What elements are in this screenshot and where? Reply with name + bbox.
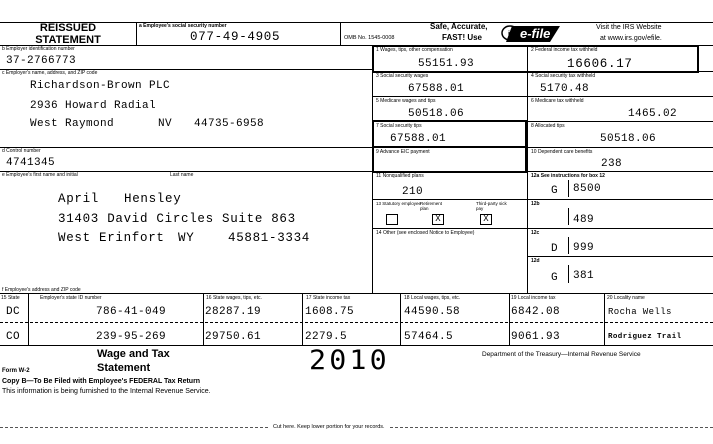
box12a-label: 12a See instructions for box 12 [531,173,605,179]
form-w2-label: Form W-2 [2,368,30,374]
box12c-code: D [551,243,559,255]
box12a-amount: 8500 [573,183,602,195]
irs-visit-text: Visit the IRS Website [596,24,662,31]
box12c-amount: 999 [573,242,595,254]
omb-number: OMB No. 1545-0008 [344,35,395,41]
employee-last-name: Hensley [124,192,182,206]
state-code: CO [6,331,21,343]
state-id: 786-41-049 [96,306,167,318]
employee-address-label: f Employee's address and ZIP code [2,287,81,293]
svg-text:irs: irs [508,31,517,38]
box10-label: 10 Dependent care benefits [531,149,593,155]
statutory-employee-checkbox[interactable] [386,214,398,225]
box16-header: 16 State wages, tips, etc. [206,295,262,301]
box4-label: 4 Social security tax withheld [531,73,596,79]
box14-label: 14 Other (see enclosed Notice to Employee) [376,230,475,236]
box12c-label: 12c [531,230,540,236]
box6-label: 6 Medicare tax withheld [531,98,584,104]
employee-city: West Erinfort [58,231,165,245]
box12b-amount: 489 [573,214,595,226]
state-id: 239-95-269 [96,331,167,343]
box4-value: 5170.48 [540,83,590,95]
state-code: DC [6,306,21,318]
employer-state: NV [158,118,173,130]
employee-first-label: e Employee's first name and initial [2,172,78,178]
employer-name: Richardson-Brown PLC [30,80,171,92]
box17-header: 17 State income tax [306,295,351,301]
box5-label: 5 Medicare wages and tips [376,98,436,104]
ssn-value: 077-49-4905 [190,30,281,44]
employee-state: WY [178,231,195,245]
box12d-amount: 381 [573,270,595,282]
ein-value: 37-2766773 [6,55,77,67]
employee-address: 31403 David Circles Suite 863 [58,212,296,226]
box13-label [376,201,421,206]
box11-label: 11 Nonqualified plans [376,173,424,179]
box13-statutory-label: 13 Statutory employee [376,201,422,206]
employer-name-label: c Employer's name, address, and ZIP code [2,70,98,76]
locality-name: Rodriguez Trail [608,333,682,341]
efile-logo [500,23,562,44]
state-tax: 2279.5 [305,331,348,343]
safe-accurate-text: Safe, Accurate, [430,22,488,31]
efile-logo-graphic [500,23,562,44]
employer-city: West Raymond [30,118,115,130]
fast-use-text: FAST! Use [442,33,483,42]
state-wages: 29750.61 [205,331,262,343]
employee-zip: 45881-3334 [228,231,311,245]
box13-thirdparty-label: Third-party sick pay [476,201,507,211]
box13-retirement-label: Retirement plan [420,201,443,211]
control-number: 4741345 [6,157,56,169]
box5-value: 50518.06 [408,108,465,120]
title-line2: STATEMENT [35,34,101,46]
box15-header: 15 State [1,295,20,301]
locality-name: Rocha Wells [608,307,672,317]
ein-label: b Employer identification number [2,46,75,52]
employee-last-label: Last name [170,172,194,178]
wage-tax-title: Wage and Tax [97,348,170,360]
employee-first-name: April [58,192,100,206]
department-treasury: Department of the Treasury—Internal Revenue Service [482,351,641,358]
box12d-label: 12d [531,258,540,264]
cut-here-text: Cut here. Keep lower portion for your records. [270,424,388,430]
ssn-label: a Employee's social security number [139,23,227,29]
box3-value: 67588.01 [408,83,465,95]
tax-year: 2010 [309,345,390,376]
irs-url-text: at www.irs.gov/efile. [600,35,662,42]
box3-label: 3 Social security wages [376,73,429,79]
box2-label: 2 Federal income tax withheld [531,47,598,53]
control-number-label: d Control number [2,148,41,154]
box15-id-header: Employer's state ID number [40,295,102,301]
local-tax: 9061.93 [511,331,561,343]
box12a-code: G [551,185,559,197]
employer-zip: 44735-6958 [194,118,265,130]
box1-value: 55151.93 [418,58,475,70]
box12d-code: G [551,272,559,284]
title-line1: REISSUED [39,22,97,34]
box11-value: 210 [402,186,424,198]
copy-b-text: Copy B—To Be Filed with Employee's FEDERAL Tax Return [2,378,201,385]
box1-label: 1 Wages, tips, other compensation [376,47,453,53]
local-tax: 6842.08 [511,306,561,318]
box19-header: 19 Local income tax [511,295,556,301]
box10-value: 238 [601,158,623,170]
third-party-sick-pay-checkbox[interactable]: X [480,214,492,225]
svg-text:e-file: e-file [520,26,551,41]
box20-header: 20 Locality name [607,295,645,301]
retirement-plan-checkbox[interactable]: X [432,214,444,225]
reissued-title [0,22,136,45]
box7-value: 67588.01 [390,133,447,145]
state-wages: 28287.19 [205,306,262,318]
local-wages: 57464.5 [404,331,454,343]
box2-value: 16606.17 [567,57,633,71]
info-text: This information is being furnished to the Internal Revenue Service. [2,388,211,395]
box9-label: 9 Advance EIC payment [376,149,430,155]
box18-header: 18 Local wages, tips, etc. [404,295,461,301]
local-wages: 44590.58 [404,306,461,318]
box12b-label: 12b [531,201,540,207]
employer-address: 2936 Howard Radial [30,100,157,112]
state-tax: 1608.75 [305,306,355,318]
box8-label: 8 Allocated tips [531,123,565,129]
box8-value: 50518.06 [600,133,657,145]
box7-label: 7 Social security tips [376,123,422,129]
statement-title: Statement [97,362,151,374]
box6-value: 1465.02 [628,108,678,120]
